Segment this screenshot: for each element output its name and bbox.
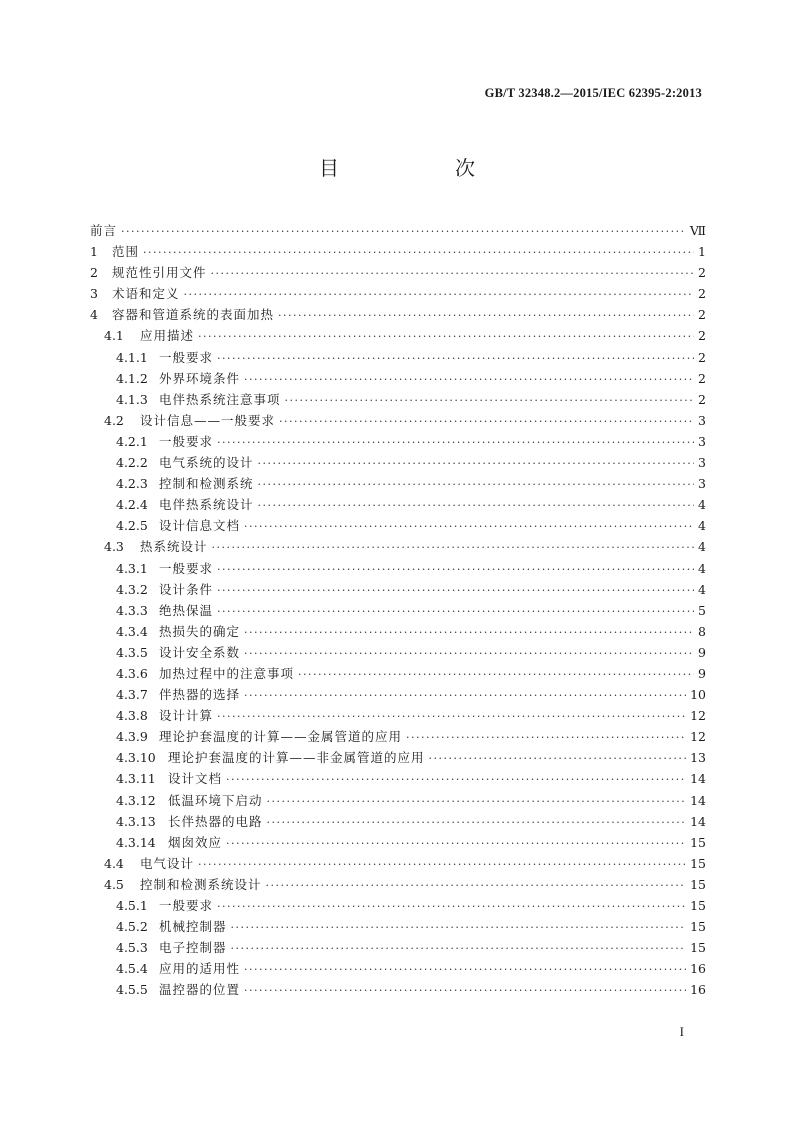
dot-leader (198, 854, 686, 875)
toc-entry-page: 8 (698, 623, 706, 639)
toc-entry-page: 2 (698, 286, 706, 302)
toc-entry[interactable] (90, 579, 706, 600)
toc-entry[interactable] (90, 389, 706, 410)
toc-entry[interactable] (90, 220, 706, 241)
toc-entry[interactable] (90, 410, 706, 431)
toc-entry-title: 设计信息——一般要求 (140, 412, 276, 428)
toc-entry[interactable] (90, 895, 706, 916)
page-title: 目 次 (319, 156, 523, 180)
toc-entry-title: 规范性引用文件 (112, 265, 207, 281)
toc-entry-number: 4.3.11 (116, 771, 156, 787)
toc-entry[interactable] (90, 304, 706, 325)
toc-entry-page: 14 (690, 771, 706, 787)
dot-leader (217, 601, 694, 622)
toc-entry[interactable] (90, 642, 706, 663)
toc-entry-page: 15 (690, 876, 706, 892)
dot-leader (217, 580, 694, 601)
dot-leader (267, 791, 687, 812)
toc-entry-number: 4.1 (104, 328, 124, 344)
toc-entry-number: 4.3.3 (116, 602, 148, 618)
toc-entry[interactable] (90, 347, 706, 368)
dot-leader (217, 896, 686, 917)
toc-entry[interactable] (90, 832, 706, 853)
toc-entry-number: 4.5.4 (116, 961, 148, 977)
toc-entry-title: 控制和检测系统设计 (140, 876, 262, 892)
toc-entry-number: 4.2.5 (116, 518, 148, 534)
toc-entry-title: 应用的适用性 (159, 961, 241, 977)
dot-leader (121, 221, 686, 242)
toc-entry-title: 容器和管道系统的表面加热 (112, 307, 275, 323)
toc-entry-number: 4.2.2 (116, 455, 148, 471)
toc-entry-page: 9 (698, 665, 706, 681)
toc-entry-title: 一般要求 (159, 898, 214, 913)
toc-entry[interactable] (90, 684, 706, 705)
page-number: I (679, 1024, 684, 1039)
dot-leader (143, 242, 694, 263)
toc-entry-page: 4 (698, 518, 706, 534)
toc-entry-page: 4 (698, 581, 706, 597)
toc-entry-title: 电子控制器 (159, 940, 227, 956)
toc-entry-title: 加热过程中的注意事项 (159, 665, 295, 681)
toc-entry-number: 4 (90, 307, 98, 323)
toc-entry-title: 长伴热器的电路 (168, 813, 263, 829)
toc-entry-title: 控制和检测系统 (159, 476, 254, 492)
toc-entry-number: 4.2.4 (116, 497, 148, 513)
dot-leader (298, 664, 694, 685)
toc-entry-number: 4.5.1 (116, 898, 148, 913)
toc-entry-number: 2 (90, 265, 98, 281)
dot-leader (217, 348, 694, 369)
toc-entry-number: 3 (90, 286, 98, 302)
toc-entry[interactable] (90, 494, 706, 515)
toc-entry[interactable] (90, 726, 706, 747)
toc-entry-title: 设计信息文档 (159, 518, 241, 534)
toc-entry[interactable] (90, 621, 706, 642)
toc-entry-title: 一般要求 (159, 433, 214, 449)
dot-leader (231, 938, 687, 959)
dot-leader (244, 980, 686, 1001)
toc-entry-number: 4.3.1 (116, 560, 148, 576)
toc-entry-page: 4 (698, 539, 706, 555)
toc-entry-page: 4 (698, 497, 706, 513)
dot-leader (258, 453, 694, 474)
toc-entry-title: 电气系统的设计 (159, 455, 254, 471)
toc-entry-title: 前言 (90, 223, 118, 238)
toc-entry-number: 1 (90, 244, 98, 260)
toc-entry-page: 9 (698, 644, 706, 660)
dot-leader (212, 537, 694, 558)
toc-entry-page: 5 (698, 602, 706, 618)
toc-entry[interactable] (90, 473, 706, 494)
toc-entry-number: 4.3.9 (116, 729, 148, 745)
toc-entry-page: 15 (690, 919, 706, 935)
toc-entry-title: 一般要求 (159, 560, 214, 576)
dot-leader (244, 685, 686, 706)
toc-entry-number: 4.1.2 (116, 370, 148, 386)
dot-leader (285, 390, 694, 411)
toc-entry-title: 电伴热系统设计 (159, 497, 254, 513)
toc-entry-page: 12 (690, 708, 706, 724)
dot-leader (226, 833, 686, 854)
toc-entry[interactable] (90, 811, 706, 832)
toc-entry-number: 4.1.3 (116, 391, 148, 407)
toc-entry-title: 温控器的位置 (159, 982, 241, 998)
toc-entry[interactable] (90, 452, 706, 473)
dot-leader (244, 369, 694, 390)
toc-entry-title: 范围 (112, 244, 140, 260)
toc-entry[interactable] (90, 283, 706, 304)
toc-entry-number: 4.3.10 (116, 750, 156, 766)
dot-leader (211, 263, 694, 284)
toc-entry-title: 绝热保温 (159, 602, 214, 618)
toc-entry[interactable] (90, 853, 706, 874)
toc-entry-number: 4.4 (104, 855, 124, 871)
dot-leader (217, 706, 686, 727)
toc-entry-number: 4.3.6 (116, 665, 148, 681)
toc-entry-page: 2 (698, 349, 706, 365)
toc-entry-page: 1 (698, 244, 706, 260)
toc-entry-page: Ⅶ (689, 223, 706, 238)
toc-entry-title: 一般要求 (159, 349, 214, 365)
dot-leader (266, 875, 687, 896)
toc-entry-page: 3 (698, 476, 706, 492)
toc-entry[interactable] (90, 874, 706, 895)
toc-entry-title: 设计文档 (168, 771, 223, 787)
toc-entry-page: 12 (690, 729, 706, 745)
toc-entry-number: 4.3.12 (116, 792, 156, 808)
dot-leader (184, 284, 694, 305)
toc-entry[interactable] (90, 262, 706, 283)
toc-entry-page: 15 (690, 940, 706, 956)
toc-entry[interactable] (90, 747, 706, 768)
toc-entry-title: 机械控制器 (159, 919, 227, 935)
dot-leader (231, 917, 687, 938)
toc-entry[interactable] (90, 431, 706, 452)
toc-entry[interactable] (90, 705, 706, 726)
dot-leader (278, 305, 694, 326)
toc-entry-page: 16 (690, 961, 706, 977)
toc-entry-title: 低温环境下启动 (168, 792, 263, 808)
toc-entry-number: 4.5.3 (116, 940, 148, 956)
dot-leader (244, 959, 686, 980)
toc-entry-title: 设计条件 (159, 581, 214, 597)
toc-entry-page: 4 (698, 560, 706, 576)
toc-entry-title: 电气设计 (140, 855, 195, 871)
toc-entry-title: 术语和定义 (112, 286, 180, 302)
toc-entry-page: 3 (698, 433, 706, 449)
dot-leader (279, 411, 694, 432)
toc-entry-page: 2 (698, 370, 706, 386)
toc-entry[interactable] (90, 979, 706, 1000)
toc-entry[interactable] (90, 515, 706, 536)
toc-entry[interactable] (90, 368, 706, 389)
toc-entry-page: 16 (690, 982, 706, 998)
toc-entry-title: 外界环境条件 (159, 370, 241, 386)
dot-leader (429, 748, 687, 769)
toc-entry-number: 4.3.14 (116, 834, 156, 850)
dot-leader (244, 622, 694, 643)
toc-entry-page: 2 (698, 328, 706, 344)
toc-entry[interactable] (90, 325, 706, 346)
dot-leader (258, 495, 694, 516)
toc-entry-title: 设计安全系数 (159, 644, 241, 660)
dot-leader (244, 516, 694, 537)
toc-entry[interactable] (90, 536, 706, 557)
toc-entry-page: 2 (698, 307, 706, 323)
dot-leader (217, 559, 694, 580)
toc-entry-page: 14 (690, 792, 706, 808)
toc-entry-title: 烟囱效应 (168, 834, 223, 850)
toc-entry-title: 电伴热系统注意事项 (159, 391, 281, 407)
toc-entry-page: 2 (698, 265, 706, 281)
toc-entry-title: 热损失的确定 (159, 623, 241, 639)
dot-leader (217, 432, 694, 453)
toc-entry-page: 15 (690, 898, 706, 913)
toc-entry-title: 伴热器的选择 (159, 687, 241, 703)
toc-entry[interactable] (90, 768, 706, 789)
dot-leader (244, 643, 694, 664)
standard-code: GB/T 32348.2—2015/IEC 62395-2:2013 (484, 86, 702, 100)
toc-entry-title: 应用描述 (140, 328, 195, 344)
toc-entry-number: 4.1.1 (116, 349, 148, 365)
toc-entry[interactable] (90, 937, 706, 958)
toc-entry-title: 热系统设计 (140, 539, 208, 555)
toc-entry-page: 10 (690, 687, 706, 703)
toc-entry-number: 4.5.2 (116, 919, 148, 935)
toc-entry-number: 4.2.3 (116, 476, 148, 492)
toc-entry-number: 4.3.7 (116, 687, 148, 703)
toc-entry[interactable] (90, 600, 706, 621)
toc-entry-page: 3 (698, 455, 706, 471)
dot-leader (258, 474, 694, 495)
dot-leader (406, 727, 686, 748)
toc-entry-page: 15 (690, 834, 706, 850)
toc-entry-page: 2 (698, 391, 706, 407)
toc-entry-number: 4.2 (104, 412, 124, 428)
toc-entry-number: 4.5 (104, 876, 124, 892)
toc-entry[interactable] (90, 663, 706, 684)
toc-entry-page: 15 (690, 855, 706, 871)
toc-entry-number: 4.3.2 (116, 581, 148, 597)
dot-leader (198, 326, 694, 347)
toc-entry-page: 3 (698, 412, 706, 428)
toc-entry-title: 理论护套温度的计算——金属管道的应用 (159, 729, 403, 745)
toc-entry-number: 4.3.5 (116, 644, 148, 660)
toc-entry-title: 理论护套温度的计算——非金属管道的应用 (168, 750, 425, 766)
toc-entry-title: 设计计算 (159, 708, 214, 724)
toc-entry[interactable] (90, 558, 706, 579)
toc-entry-number: 4.2.1 (116, 433, 148, 449)
toc-entry[interactable] (90, 241, 706, 262)
toc-entry-number: 4.3 (104, 539, 124, 555)
toc-entry-page: 13 (690, 750, 706, 766)
toc-entry-number: 4.3.13 (116, 813, 156, 829)
toc-entry-number: 4.3.4 (116, 623, 148, 639)
toc-entry[interactable] (90, 916, 706, 937)
toc-entry-page: 14 (690, 813, 706, 829)
toc-entry[interactable] (90, 790, 706, 811)
dot-leader (226, 769, 686, 790)
table-of-contents (90, 220, 706, 1000)
toc-entry-number: 4.5.5 (116, 982, 148, 998)
toc-entry-number: 4.3.8 (116, 708, 148, 724)
dot-leader (267, 812, 687, 833)
toc-entry[interactable] (90, 958, 706, 979)
